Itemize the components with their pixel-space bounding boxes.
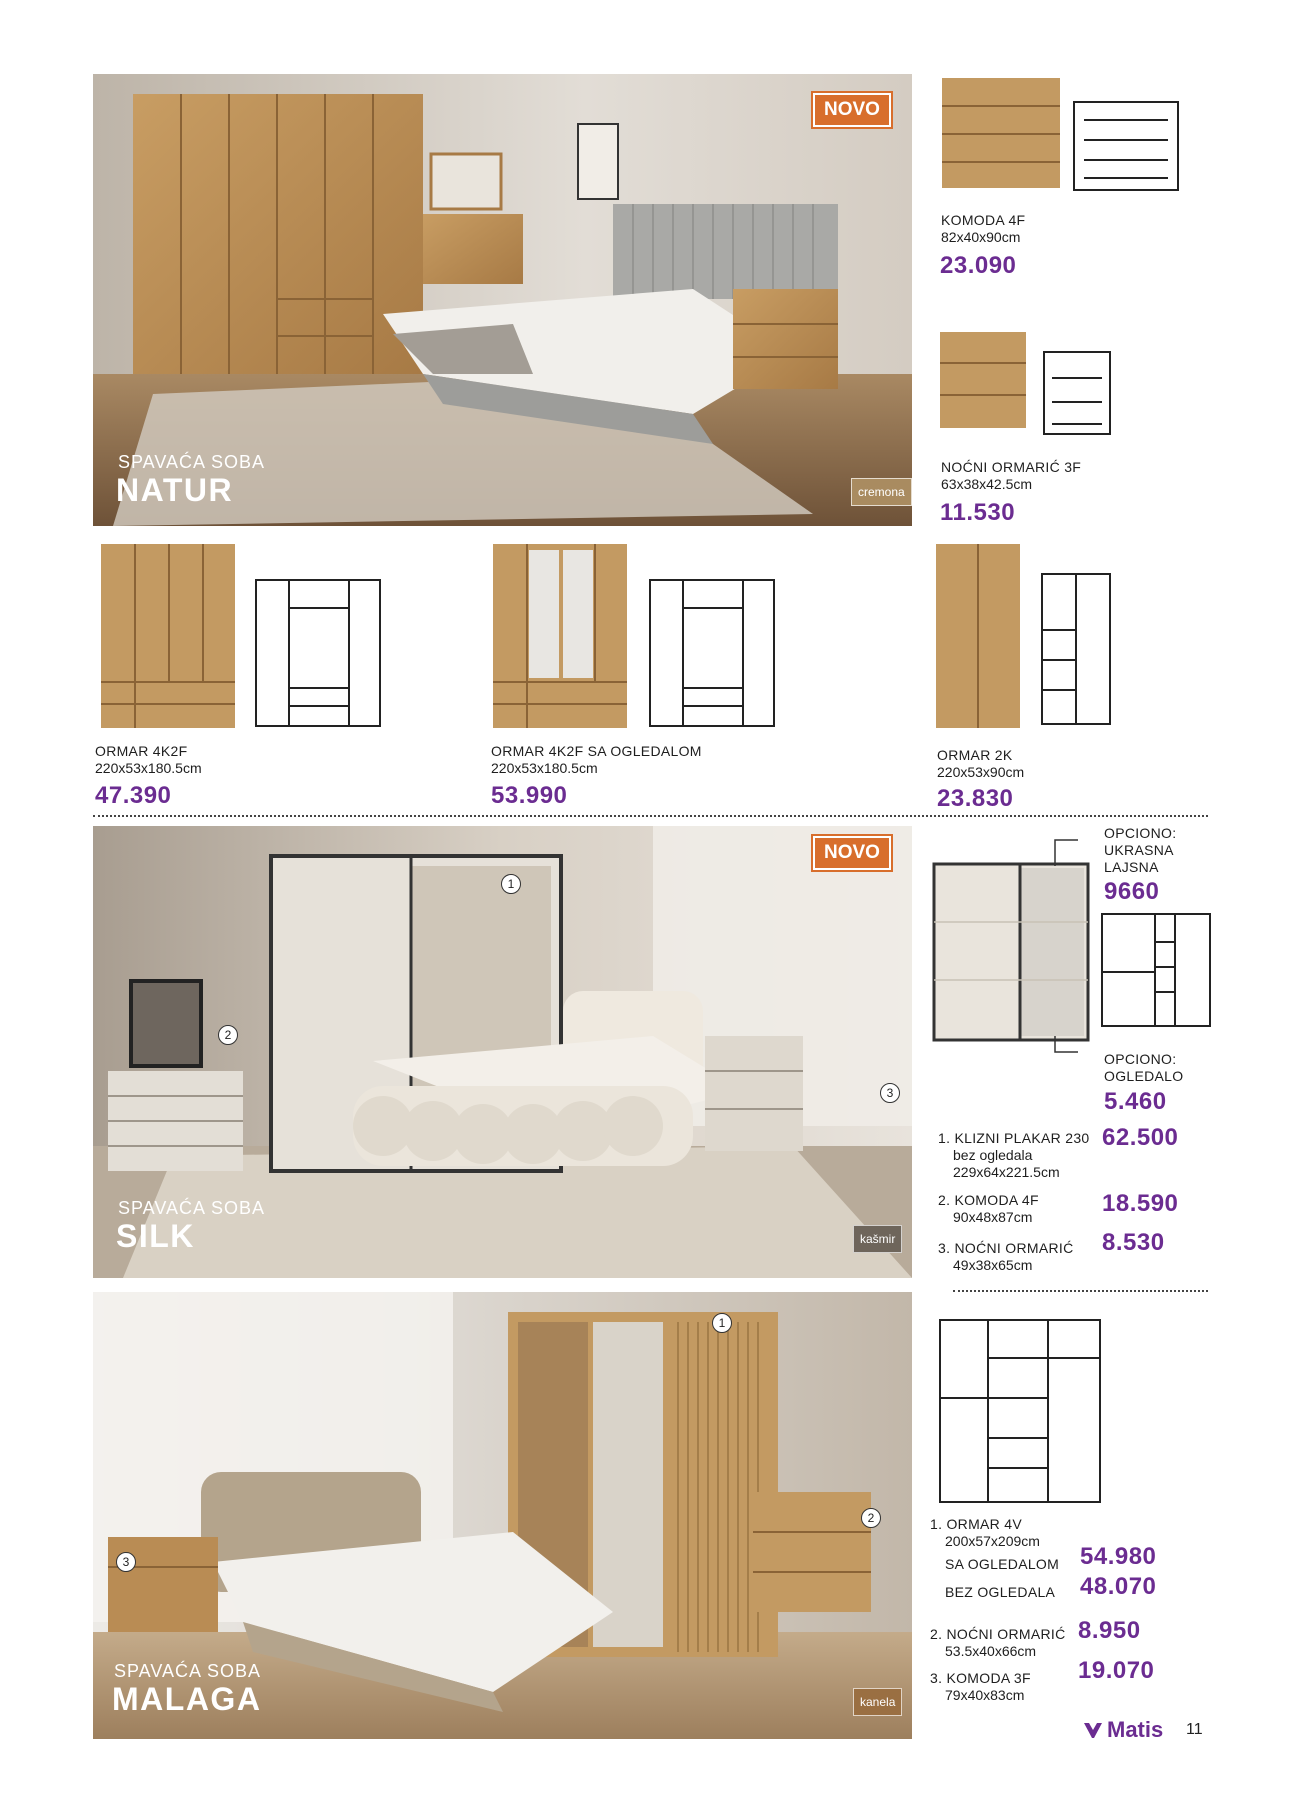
ormar-4k2f-mirror-photo xyxy=(491,542,631,732)
nocni-ormaric-silk-name: 3. NOĆNI ORMARIĆ xyxy=(938,1240,1074,1256)
silk-title: SILK xyxy=(116,1218,195,1254)
klizni-plakar-drawing xyxy=(1100,912,1215,1034)
klizni-plakar-name: 1. KLIZNI PLAKAR 230 xyxy=(938,1130,1090,1146)
section-divider xyxy=(93,815,1208,817)
ormar-4k2f-dims: 220x53x180.5cm xyxy=(95,760,202,776)
silk-novo-badge: NOVO xyxy=(813,836,891,870)
nocni-ormaric-3f-price: 11.530 xyxy=(940,499,1016,526)
ormar-4k2f-drawing xyxy=(254,578,384,733)
komoda-3f-price: 19.070 xyxy=(1078,1657,1155,1684)
komoda-4f-dims: 82x40x90cm xyxy=(941,229,1021,245)
silk-callout-lines xyxy=(1050,836,1080,1056)
section-divider-2 xyxy=(953,1290,1208,1292)
natur-subtitle: SPAVAĆA SOBA xyxy=(118,452,266,472)
silk-option-2-price: 5.460 xyxy=(1104,1088,1167,1115)
komoda-3f-dims: 79x40x83cm xyxy=(945,1687,1025,1703)
silk-subtitle: SPAVAĆA SOBA xyxy=(118,1198,266,1218)
ormar-4v-nomirror-label: BEZ OGLEDALA xyxy=(945,1584,1056,1600)
nocni-ormaric-malaga-name: 2. NOĆNI ORMARIĆ xyxy=(930,1626,1066,1642)
ormar-2k-price: 23.830 xyxy=(937,785,1014,812)
komoda-4f-photo xyxy=(940,76,1065,194)
silk-option-1-line2: UKRASNA xyxy=(1104,842,1174,858)
malaga-marker-2: 2 xyxy=(861,1508,881,1528)
klizni-plakar-price: 62.500 xyxy=(1102,1124,1179,1151)
klizni-plakar-dims: 229x64x221.5cm xyxy=(953,1164,1060,1180)
nocni-ormaric-silk-price: 8.530 xyxy=(1102,1229,1165,1256)
silk-option-2-line1: OPCIONO: xyxy=(1104,1051,1177,1067)
ormar-4k2f-mirror-drawing xyxy=(648,578,778,733)
komoda-4f-drawing xyxy=(1072,100,1182,195)
silk-option-2-line2: OGLEDALO xyxy=(1104,1068,1184,1084)
nocni-ormaric-3f-dims: 63x38x42.5cm xyxy=(941,476,1033,492)
natur-novo-badge: NOVO xyxy=(813,93,891,127)
komoda-4f-silk-dims: 90x48x87cm xyxy=(953,1209,1033,1225)
klizni-plakar-sub: bez ogledala xyxy=(953,1147,1033,1163)
matis-logo-icon xyxy=(1083,1721,1103,1739)
nocni-ormaric-3f-name: NOĆNI ORMARIĆ 3F xyxy=(941,459,1082,475)
malaga-marker-3: 3 xyxy=(116,1552,136,1572)
komoda-4f-silk-price: 18.590 xyxy=(1102,1190,1179,1217)
silk-option-1-line1: OPCIONO: xyxy=(1104,825,1177,841)
ormar-2k-drawing xyxy=(1040,572,1115,732)
ormar-2k-name: ORMAR 2K xyxy=(937,747,1013,763)
ormar-4k2f-mirror-price: 53.990 xyxy=(491,782,568,809)
ormar-4k2f-mirror-dims: 220x53x180.5cm xyxy=(491,760,598,776)
brand-name: Matis xyxy=(1107,1717,1164,1742)
silk-marker-3: 3 xyxy=(880,1083,900,1103)
ormar-4v-mirror-label: SA OGLEDALOM xyxy=(945,1556,1060,1572)
ormar-4k2f-mirror-name: ORMAR 4K2F SA OGLEDALOM xyxy=(491,743,702,759)
brand-logo xyxy=(1083,1717,1163,1743)
ormar-4k2f-price: 47.390 xyxy=(95,782,172,809)
malaga-subtitle: SPAVAĆA SOBA xyxy=(114,1661,262,1681)
komoda-4f-silk-name: 2. KOMODA 4F xyxy=(938,1192,1039,1208)
page-number: 11 xyxy=(1186,1721,1203,1738)
ormar-4v-name: 1. ORMAR 4V xyxy=(930,1516,1022,1532)
silk-option-1-price: 9660 xyxy=(1104,878,1160,905)
natur-title: NATUR xyxy=(116,472,234,508)
nocni-ormaric-3f-drawing xyxy=(1042,350,1114,440)
ormar-4k2f-photo xyxy=(99,542,239,732)
nocni-ormaric-silk-dims: 49x38x65cm xyxy=(953,1257,1033,1273)
ormar-4k2f-name: ORMAR 4K2F xyxy=(95,743,188,759)
komoda-4f-price: 23.090 xyxy=(940,252,1017,279)
ormar-4v-drawing xyxy=(938,1318,1108,1508)
komoda-4f-name: KOMODA 4F xyxy=(941,212,1026,228)
malaga-title: MALAGA xyxy=(112,1681,262,1717)
ormar-4v-nomirror-price: 48.070 xyxy=(1080,1573,1157,1600)
silk-marker-2: 2 xyxy=(218,1025,238,1045)
nocni-ormaric-malaga-price: 8.950 xyxy=(1078,1617,1141,1644)
natur-finish-swatch: cremona xyxy=(851,478,912,506)
silk-marker-1: 1 xyxy=(501,874,521,894)
malaga-finish-swatch: kanela xyxy=(853,1688,902,1716)
nocni-ormaric-3f-photo xyxy=(938,330,1030,432)
nocni-ormaric-malaga-dims: 53.5x40x66cm xyxy=(945,1643,1037,1659)
ormar-2k-dims: 220x53x90cm xyxy=(937,764,1025,780)
silk-finish-swatch: kašmir xyxy=(853,1225,902,1253)
ormar-4v-mirror-price: 54.980 xyxy=(1080,1543,1157,1570)
komoda-3f-name: 3. KOMODA 3F xyxy=(930,1670,1031,1686)
silk-option-1-line3: LAJSNA xyxy=(1104,859,1159,875)
ormar-2k-photo xyxy=(934,542,1024,732)
malaga-marker-1: 1 xyxy=(712,1313,732,1333)
ormar-4v-dims: 200x57x209cm xyxy=(945,1533,1040,1549)
